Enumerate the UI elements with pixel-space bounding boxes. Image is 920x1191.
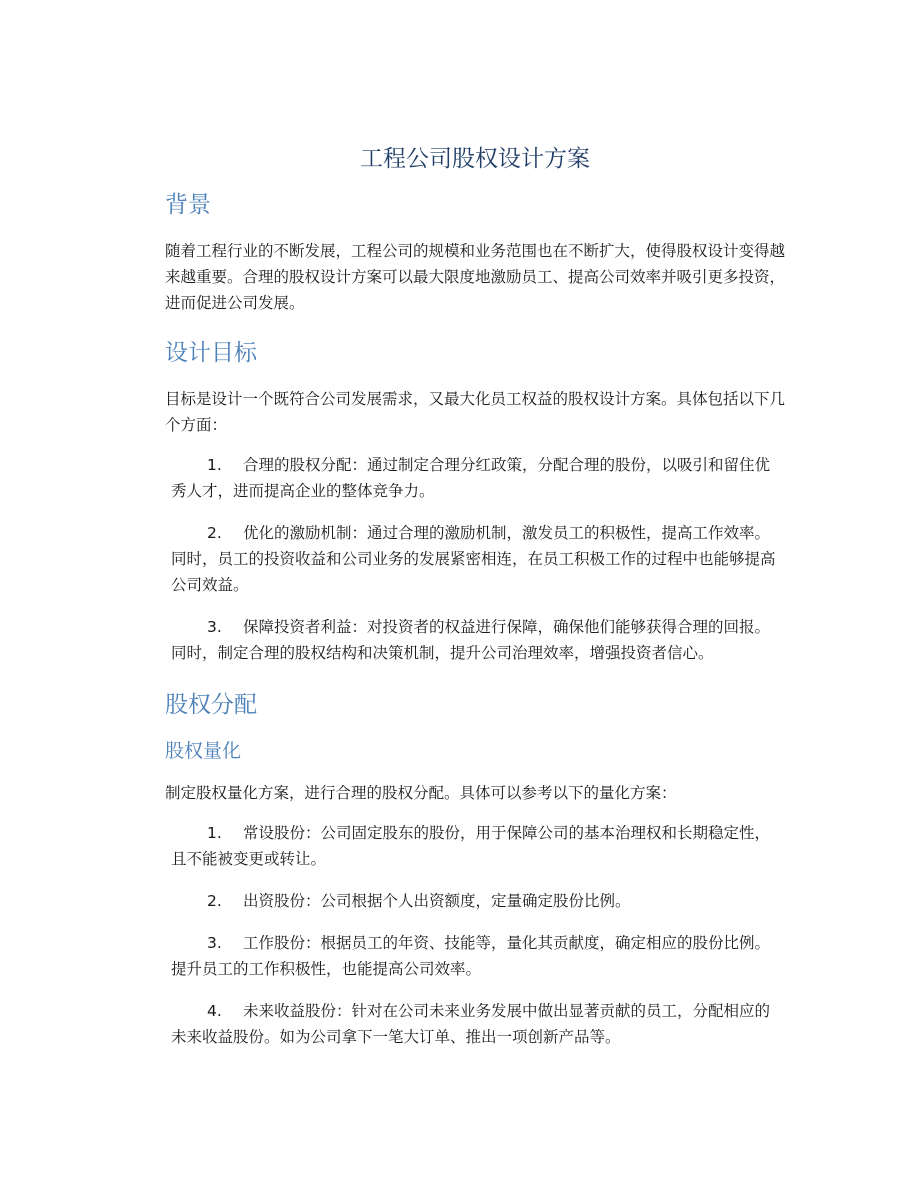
list-item-text: 工作股份：根据员工的年资、技能等，量化其贡献度，确定相应的股份比例。提升员工的工作积极性，也能提高公司效率。 (171, 934, 771, 978)
document-page (165, 140, 785, 1066)
list-item-number: 3. (207, 934, 222, 952)
list-item-text: 出资股份：公司根据个人出资额度，定量确定股份比例。 (243, 892, 631, 910)
goals-list (165, 452, 785, 666)
allocation-list (165, 820, 785, 1050)
background-paragraph: 随着工程行业的不断发展，工程公司的规模和业务范围也在不断扩大，使得股权设计变得越来越重要。合理的股权设计方案可以最大限度地激励员工、提高公司效率并吸引更多投资，进而促进公司发展。 (165, 242, 786, 312)
list-item-number: 2. (207, 892, 222, 910)
list-item-text: 未来收益股份：针对在公司未来业务发展中做出显著贡献的员工，分配相应的未来收益股份。如为公司拿下一笔大订单、推出一项创新产品等。 (171, 1002, 771, 1046)
list-item-number: 4. (207, 1002, 222, 1020)
heading-equity-allocation: 股权分配 (165, 692, 257, 718)
allocation-intro-paragraph: 制定股权量化方案，进行合理的股权分配。具体可以参考以下的量化方案： (165, 784, 677, 802)
goals-intro-paragraph: 目标是设计一个既符合公司发展需求，又最大化员工权益的股权设计方案。具体包括以下几个方面： (165, 390, 786, 434)
list-item-number: 2. (207, 524, 222, 542)
list-item (171, 614, 785, 666)
heading-background: 背景 (165, 192, 211, 218)
list-item-number: 3. (207, 618, 222, 636)
heading-design-goals: 设计目标 (165, 340, 257, 366)
list-item-text: 保障投资者利益：对投资者的权益进行保障，确保他们能够获得合理的回报。同时，制定合理的股权结构和决策机制，提升公司治理效率，增强投资者信心。 (171, 618, 771, 662)
list-item-number: 1. (207, 824, 222, 842)
list-item (171, 520, 785, 598)
list-item (171, 888, 785, 914)
document-title: 工程公司股权设计方案 (360, 146, 590, 172)
list-item-text: 合理的股权分配：通过制定合理分红政策，分配合理的股份，以吸引和留住优秀人才，进而提高企业的整体竞争力。 (171, 456, 771, 500)
list-item (171, 452, 785, 504)
subheading-equity-quantification: 股权量化 (165, 740, 242, 762)
list-item (171, 930, 785, 982)
list-item (171, 820, 785, 872)
list-item-text: 优化的激励机制：通过合理的激励机制，激发员工的积极性，提高工作效率。同时，员工的投资收益和公司业务的发展紧密相连，在员工积极工作的过程中也能够提高公司效益。 (171, 524, 776, 594)
list-item (171, 998, 785, 1050)
list-item-text: 常设股份：公司固定股东的股份，用于保障公司的基本治理权和长期稳定性，且不能被变更或转让。 (171, 824, 771, 868)
list-item-number: 1. (207, 456, 222, 474)
